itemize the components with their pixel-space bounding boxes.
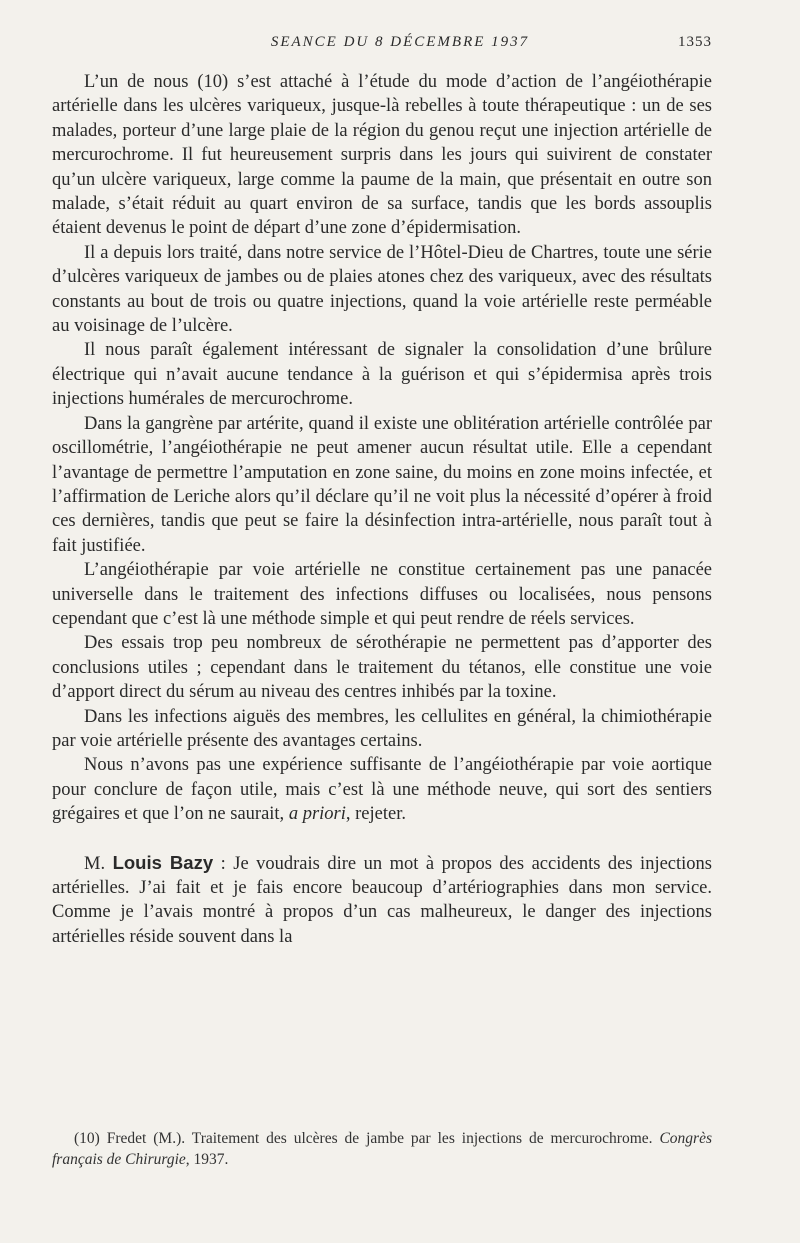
footnote (52, 1128, 712, 1170)
footnote-year: , 1937. (185, 1151, 229, 1168)
speech-paragraph (52, 851, 712, 950)
running-title: SEANCE DU 8 DÉCEMBRE 1937 (270, 34, 530, 50)
italic-phrase: a priori (288, 804, 346, 825)
page-number: 1353 (678, 34, 712, 50)
footnote-journal: Congrès français de Chirurgie (52, 1130, 712, 1168)
page-header (0, 34, 800, 58)
paragraph: L’un de nous (10) s’est attaché à l’étude du mode d’action de l’angéiothérapie artérielle dans les ulcères variqueux, jusque-là rebelles à toute thérapeutique : un de ses malades, porteur d’une large plaie de la région du genou reçut une injection artérielle de mercurochrome. Il fut heureusement surpris dans les jours qui suivirent de constater qu’un ulcère variqueux, large comme la paume de la main, que présentait en outre son malade, s’était réduit au quart environ de sa surface, tandis que les bords assouplis étaient devenus le point de départ d’une zone d’épidermisation. (52, 72, 712, 239)
paragraph-text: Nous n’avons pas une expérience suffisante de l’angéiothérapie par voie aortique pour conclure de façon utile, mais c’est là une méthode neuve, qui sort des sentiers grégaires et que l’on ne saurait, (52, 755, 712, 825)
paragraph (52, 753, 712, 826)
footnote-text (52, 1128, 712, 1170)
footnote-citation: (10) Fredet (M.). Traitement des ulcères de jambe par les injections de mercurochrome. (74, 1130, 660, 1147)
paragraph: L’angéiothérapie par voie artérielle ne constitue certainement pas une panacée universelle dans le traitement des infections diffuses ou localisées, nous pensons cependant que c’est là une méthode simple et qui peut rendre de réels services. (52, 560, 712, 629)
paragraph: Dans les infections aiguës des membres, les cellulites en général, la chimiothérapie par voie artérielle présente des avantages certains. (52, 706, 712, 751)
speaker-prefix: M. (84, 853, 113, 874)
speaker-name: Louis Bazy (112, 851, 214, 873)
body-text (52, 70, 712, 949)
paragraph: Dans la gangrène par artérite, quand il existe une oblitération artérielle contrôlée par oscillométrie, l’angéiothérapie ne peut amener aucun résultat utile. Elle a cependant l’avantage de permettre l’amputation en zone saine, du moins en zone moins infectée, et l’affirmation de Leriche alors qu’il déclare qu’il ne voit plus la nécessité d’opérer à froid ces dernières, tandis que peut se faire la désinfection intra-artérielle, nous paraît tout à fait justifiée. (52, 413, 712, 556)
paragraph: Il a depuis lors traité, dans notre service de l’Hôtel-Dieu de Chartres, toute une série d’ulcères variqueux de jambes ou de plaies atones chez des variqueux, avec des résultats constants au bout de trois ou quatre injections, quand la voie artérielle reste perméable au voisinage de l’ulcère. (52, 242, 712, 337)
speech-text: : Je voudrais dire un mot à propos des accidents des injections artérielles. J’ai fait et je fais encore beaucoup d’artériographies dans mon service. Comme je l’avais montré à propos d’un cas malheureux, le danger des injections artérielles réside souvent dans la (52, 853, 712, 947)
paragraph-text: , rejeter. (345, 804, 406, 825)
paragraph: Des essais trop peu nombreux de sérothérapie ne permettent pas d’apporter des conclusions utiles ; cependant dans le traitement du tétanos, elle constitue une voie d’apport direct du sérum au niveau des centres inhibés par la toxine. (52, 633, 712, 703)
paragraph: Il nous paraît également intéressant de signaler la consolidation d’une brûlure électrique qui n’avait aucune tendance à la guérison et qui s’épidermisa après trois injections humérales de mercurochrome. (52, 340, 712, 410)
